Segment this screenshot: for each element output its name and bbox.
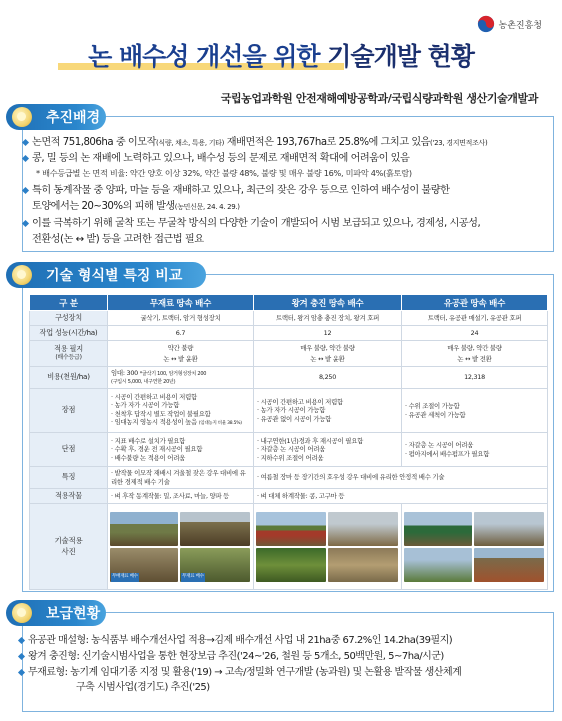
table-cell: · 밭작물 이모작 재배시 겨울철 잦은 강우 대비에 유리한 경제적 배수 기술 <box>108 467 254 489</box>
table-cell <box>108 341 254 367</box>
section-heading-label: 기술 형식별 특징 비교 <box>46 268 183 284</box>
row-label <box>30 341 108 367</box>
table-row <box>30 311 548 326</box>
row-label: 단점 <box>30 433 108 467</box>
deployment-bullet-2: 왕겨 충진형: 신기술시범사업을 통한 현장보급 추진('24~'26, 철원 등 5개소, 50백만원, 5~7ha/시군) <box>28 651 444 662</box>
field-photo <box>404 548 472 582</box>
row-label-line: 적용 필지 <box>54 344 83 353</box>
title-part2: 기술개발 현황 <box>327 42 474 71</box>
row-label: 구성장치 <box>30 311 108 326</box>
cell-note: (구입시 5,000, 내구연한 20년) <box>111 379 176 385</box>
title-part1: 논 배수성 개선을 위한 <box>88 42 320 71</box>
field-photo <box>474 548 544 582</box>
table-header-row <box>30 295 548 311</box>
table-row <box>30 489 548 504</box>
table-row <box>30 341 548 367</box>
photo-cell <box>254 504 402 590</box>
table-cell <box>254 389 402 433</box>
table-row <box>30 467 548 489</box>
cell-line: · 배수불량 논 적용이 어려움 <box>111 453 186 462</box>
cell-line: 약간 불량 <box>167 343 194 352</box>
cell-line: · 펌아지에서 배수펌프가 필요함 <box>405 449 490 458</box>
bullet-note: (농민신문, 24. 4. 29.) <box>174 203 240 211</box>
comparison-table-wrap <box>29 294 547 590</box>
table-cell: · 벼 대체 하계작물: 콩, 고구마 등 <box>254 489 548 504</box>
agency-name: 농촌진흥청 <box>498 20 542 31</box>
table-cell: 12 <box>254 326 402 341</box>
table-row <box>30 389 548 433</box>
row-label: 기술적용 사진 <box>30 504 108 590</box>
bullet-4: 이를 극복하기 위해 굴착 또는 무굴착 방식의 다양한 기술이 개발되어 시범 보급되고 있으나, 경제성, 시공성, <box>32 218 481 229</box>
bullet-text: 논면적 751,806ha 중 이모작 <box>32 137 156 148</box>
cell-line: 논 ↔ 밭 윤환 <box>310 355 345 363</box>
table-cell: 24 <box>402 326 548 341</box>
section-comparison <box>6 262 554 592</box>
agency-logo <box>477 15 542 33</box>
row-label: 적용작물 <box>30 489 108 504</box>
section-heading <box>6 104 106 130</box>
row-label: 비용(천원/ha) <box>30 367 108 389</box>
cell-line: · 수확 후, 경운 전 재시공이 필요함 <box>111 445 203 454</box>
cell-line: · 내구연한(1년)경과 후 재시공이 필요함 <box>257 436 364 445</box>
bullet-ball-icon <box>12 265 32 285</box>
section-heading-label: 보급현황 <box>46 606 101 622</box>
cell-line: · 농가 자가 시공이 가능함 <box>257 406 326 415</box>
cell-line: · 농가 자가 시공이 가능함 <box>111 401 180 409</box>
bullet-note: ('23, 경지면적조사) <box>430 139 488 147</box>
subtitle: 국립농업과학원 안전재해예방공학과/국립식량과학원 생산기술개발과 <box>220 92 538 105</box>
cell-line: · 자갈층 논 시공이 어려움 <box>257 445 326 454</box>
table-row <box>30 367 548 389</box>
table-cell <box>108 433 254 467</box>
field-photo <box>404 512 472 546</box>
cell-line: · 시공이 간편하고 비용이 저렴함 <box>111 392 197 401</box>
field-photo <box>328 548 398 582</box>
table-cell: 8,250 <box>254 367 402 389</box>
table-cell: 굴삭기, 트랙터, 암거 형성장치 <box>108 311 254 326</box>
row-label: 장점 <box>30 389 108 433</box>
table-cell <box>402 341 548 367</box>
drainage-note: * 배수등급별 논 면적 비율: 약간 양호 이상 32%, 약간 불량 48%, 불량 및 매우 불량 16%, 미파악 4%(흙토람) <box>36 168 412 178</box>
cell-line: · 시공이 간편하고 비용이 저렴함 <box>257 397 343 406</box>
section-background <box>6 104 554 252</box>
section-heading <box>6 600 106 626</box>
row-label: 특징 <box>30 467 108 489</box>
bullet-text: 재배면적은 193,767ha로 25.8%에 그치고 있음 <box>224 137 431 148</box>
field-photo <box>256 512 326 546</box>
deployment-bullet-3-cont: 구축 시범사업(경기도) 추진('25) <box>76 682 210 693</box>
photo-caption: 무재료 배수 <box>181 573 205 582</box>
field-photo <box>110 548 178 582</box>
bullet-4-cont: 전환성(논 ↔ 밭) 등을 고려한 접근법 필요 <box>32 234 204 245</box>
column-header: 왕겨 충진 땅속 배수 <box>254 295 402 311</box>
field-photo <box>256 548 326 582</box>
table-row <box>30 433 548 467</box>
cell-line: · 천착후 답작시 별도 작업이 불필요함 <box>111 409 211 418</box>
field-photo <box>180 512 250 546</box>
column-header: 구 분 <box>30 295 108 311</box>
section-heading-label: 추진배경 <box>46 110 101 126</box>
table-row <box>30 326 548 341</box>
cell-line: · 지하수위 조절이 어려움 <box>257 453 324 462</box>
table-cell: · 벼 후작 동계작물: 밀, 조사료, 마늘, 양파 등 <box>108 489 254 504</box>
cell-line: · 임대농지 영농시 적용성이 높음 (임대농지 비율 38.5%) <box>111 418 242 426</box>
table-row <box>30 504 548 590</box>
bullet-2: 콩, 밀 등의 논 재배에 노력하고 있으나, 배수성 등의 문제로 재배면적 확대에 어려움이 있음 <box>32 153 410 164</box>
deployment-bullet-3: 무재료형: 농기계 임대기종 지정 및 활용('19) → 고속/정밀화 연구개발 (농과원) 및 논활용 밭작물 생산체계 <box>28 667 462 678</box>
comparison-table <box>29 294 548 590</box>
cell-line: · 자갈층 논 시공이 어려움 <box>405 441 474 449</box>
page-title <box>0 40 562 74</box>
table-cell: 6.7 <box>108 326 254 341</box>
bullet-1 <box>32 135 487 151</box>
bullet-ball-icon <box>12 603 32 623</box>
bullet-3-cont <box>32 199 240 215</box>
field-photo <box>110 512 178 546</box>
deployment-bullet-1: 유공관 매설형: 농식품부 배수개선사업 적용→김제 배수개선 사업 내 21ha중 67.2%인 14.2ha(39필지) <box>28 635 453 646</box>
field-photo <box>328 512 398 546</box>
bullet-3: 특히 동계작물 중 양파, 마늘 등을 재배하고 있으나, 최근의 잦은 강우 등으로 인하여 배수성이 불량한 <box>32 185 450 196</box>
bullet-ball-icon <box>12 107 32 127</box>
table-cell <box>254 341 402 367</box>
column-header: 유공관 땅속 배수 <box>402 295 548 311</box>
cell-line: · 수위 조절이 가능함 <box>405 402 460 410</box>
table-cell: 트랙터, 유공관 매설기, 유공관 호퍼 <box>402 311 548 326</box>
table-cell: 트랙터, 왕겨 암충 충진 장치, 왕겨 호퍼 <box>254 311 402 326</box>
field-photo <box>180 548 250 582</box>
cell-line: 임대: 300 <box>111 368 138 377</box>
field-photo <box>474 512 544 546</box>
row-label-line: (배수등급) <box>55 353 82 361</box>
cell-line: 논 ↔ 밭 윤환 <box>163 355 198 363</box>
photo-cell <box>108 504 254 590</box>
cell-line: · 유공관 세척이 가능함 <box>405 410 466 419</box>
cell-line: · 유공관 없이 시공이 가능함 <box>257 414 332 423</box>
table-cell <box>108 367 254 389</box>
table-cell <box>402 389 548 433</box>
table-cell: · 여름철 장마 등 장기간의 호우성 강우 대비에 유리한 안정적 배수 기술 <box>254 467 548 489</box>
table-cell: 12,318 <box>402 367 548 389</box>
taegeuk-icon <box>477 15 495 33</box>
cell-line: · 지표 배수로 설치가 필요함 <box>111 436 186 445</box>
table-cell <box>108 389 254 433</box>
section-deployment <box>6 600 554 712</box>
table-cell <box>402 433 548 467</box>
cell-line: 매우 불량, 약간 불량 <box>300 343 355 352</box>
photo-cell <box>402 504 548 590</box>
table-cell <box>254 433 402 467</box>
photo-caption: 무배재료 배수 <box>111 573 139 582</box>
cell-line: 논 ↔ 밭 전환 <box>457 355 492 363</box>
column-header: 무재료 땅속 배수 <box>108 295 254 311</box>
row-label: 작업 성능(시간/ha) <box>30 326 108 341</box>
cell-line: 매우 불량, 약간 불량 <box>447 343 502 352</box>
cell-note: *굴삭기 100, 암거형성장치 200 <box>139 370 207 377</box>
section-heading <box>6 262 206 288</box>
bullet-text: 토양에서는 20~30%의 피해 발생 <box>32 201 175 212</box>
bullet-note: (식량, 채소, 특용, 기타) <box>155 139 225 147</box>
